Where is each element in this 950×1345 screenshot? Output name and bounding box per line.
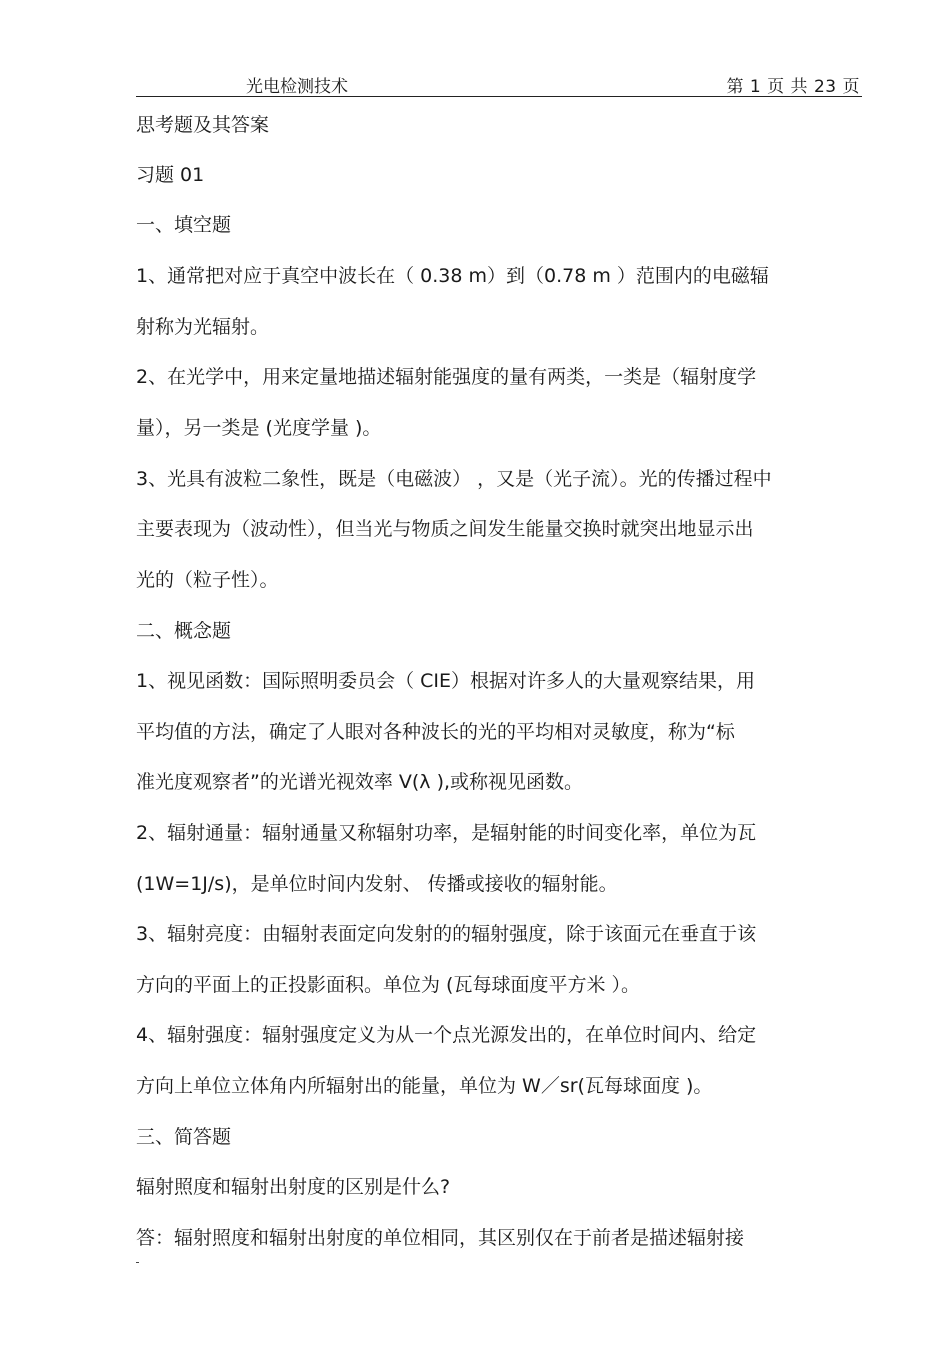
question-text: 辐射照度和辐射出射度的区别是什么?	[136, 1176, 451, 1198]
text-line: 2、在光学中，用来定量地描述辐射能强度的量有两类，一类是（辐射度学	[136, 366, 757, 388]
text-line: 1、通常把对应于真空中波长在（ 0.38 m）到（0.78 m ）范围内的电磁辐	[136, 265, 769, 287]
exercise-heading: 习题 01	[136, 164, 205, 186]
text-line: 量），另一类是 (光度学量 )。	[136, 417, 382, 439]
text-line: 光的（粒子性）。	[136, 569, 279, 591]
text-line: 准光度观察者”的光谱光视效率 V(λ ),或称视见函数。	[136, 771, 584, 793]
document-title: 思考题及其答案	[136, 114, 270, 136]
text-line: 4、辐射强度：辐射强度定义为从一个点光源发出的，在单位时间内、给定	[136, 1024, 757, 1046]
text-line: 2、辐射通量：辐射通量又称辐射功率，是辐射能的时间变化率，单位为瓦	[136, 822, 757, 844]
page-header	[136, 68, 862, 97]
text-line: 射称为光辐射。	[136, 316, 270, 338]
text-line: 方向上单位立体角内所辐射出的能量，单位为 W／sr(瓦每球面度 )。	[136, 1075, 713, 1097]
text-line: 3、辐射亮度：由辐射表面定向发射的的辐射强度，除于该面元在垂直于该	[136, 923, 757, 945]
header-page-info: 第 1 页 共 23 页	[726, 77, 860, 97]
text-line: 1、视见函数：国际照明委员会（ CIE）根据对许多人的大量观察结果，用	[136, 670, 756, 692]
text-line: (1W=1J/s)，是单位时间内发射、 传播或接收的辐射能。	[136, 873, 618, 895]
text-line: 平均值的方法，确定了人眼对各种波长的光的平均相对灵敏度，称为“标	[136, 721, 735, 743]
header-title: 光电检测技术	[246, 77, 348, 97]
page-footer-mark	[136, 1262, 139, 1263]
section-heading-short-answer: 三、简答题	[136, 1126, 232, 1148]
section-heading-concepts: 二、概念题	[136, 620, 232, 642]
section-heading-fill-in: 一、填空题	[136, 214, 232, 236]
text-line: 方向的平面上的正投影面积。单位为 (瓦每球面度平方米 ）。	[136, 974, 640, 996]
answer-text: 答：辐射照度和辐射出射度的单位相同，其区别仅在于前者是描述辐射接	[136, 1227, 745, 1249]
text-line: 主要表现为（波动性），但当光与物质之间发生能量交换时就突出地显示出	[136, 518, 754, 540]
text-line: 3、光具有波粒二象性，既是（电磁波） ，又是（光子流）。光的传播过程中	[136, 468, 772, 490]
